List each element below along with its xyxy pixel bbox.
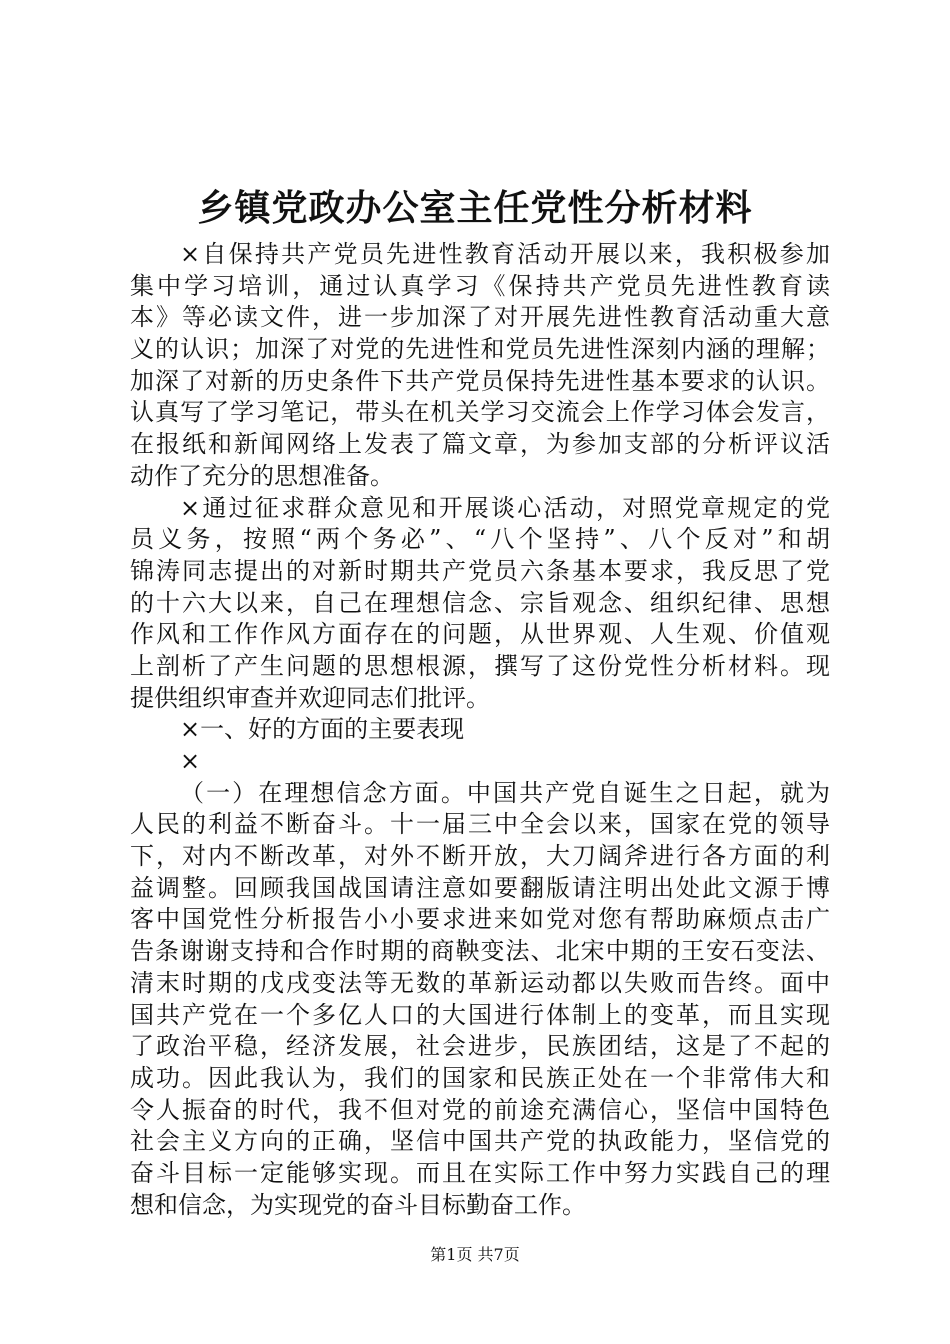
paragraph-line: × <box>180 747 201 775</box>
document-title: 乡镇党政办公室主任党性分析材料 <box>197 188 753 229</box>
section-heading-text: ×一、好的方面的主要表现 <box>180 715 465 744</box>
paragraph-line: 国共产党在一个多亿人口的大国进行体制上的变革，而且实现 <box>130 1000 830 1029</box>
paragraph-line: 提供组织审查并欢迎同志们批评。 <box>130 683 490 712</box>
document-body <box>130 239 830 1221</box>
paragraph-line: 社会主义方向的正确，坚信中国共产党的执政能力，坚信党的 <box>130 1127 830 1156</box>
paragraph <box>130 778 830 1222</box>
paragraph-line: 客中国党性分析报告小小要求进来如党对您有帮助麻烦点击广 <box>130 905 830 934</box>
paragraph-line: 想和信念，为实现党的奋斗目标勤奋工作。 <box>130 1190 586 1219</box>
paragraph <box>130 239 830 493</box>
paragraph-line: 清末时期的戊戌变法等无数的革新运动都以失败而告终。面中 <box>130 968 830 997</box>
paragraph-line: 认真写了学习笔记，带头在机关学习交流会上作学习体会发言， <box>130 398 830 427</box>
paragraph-line: ×通过征求群众意见和开展谈心活动，对照党章规定的党 <box>180 493 830 522</box>
paragraph-line: 人民的利益不断奋斗。十一届三中全会以来，国家在党的领导 <box>130 810 830 839</box>
paragraph-line: 的十六大以来，自己在理想信念、宗旨观念、组织纪律、思想 <box>130 588 830 617</box>
paragraph <box>130 493 830 715</box>
paragraph-line: 义的认识；加深了对党的先进性和党员先进性深刻内涵的理解； <box>130 335 830 364</box>
paragraph-line: 益调整。回顾我国战国请注意如要翻版请注明出处此文源于博 <box>130 873 830 902</box>
section-heading <box>130 714 830 746</box>
paragraph-line: 下，对内不断改革，对外不断开放，大刀阔斧进行各方面的利 <box>130 842 830 871</box>
paragraph-line: 锦涛同志提出的对新时期共产党员六条基本要求，我反思了党 <box>130 556 830 585</box>
paragraph-line: 动作了充分的思想准备。 <box>130 461 394 490</box>
paragraph-line: 员义务，按照“两个务必”、“八个坚持”、八个反对”和胡 <box>130 525 830 554</box>
paragraph-line: 作风和工作作风方面存在的问题，从世界观、人生观、价值观 <box>130 620 830 649</box>
paragraph-line: 本》等必读文件，进一步加深了对开展先进性教育活动重大意 <box>130 303 830 332</box>
paragraph-line: 奋斗目标一定能够实现。而且在实际工作中努力实践自己的理 <box>130 1158 830 1187</box>
paragraph-line: 集中学习培训，通过认真学习《保持共产党员先进性教育读 <box>130 271 830 300</box>
paragraph-line: （一）在理想信念方面。中国共产党自诞生之日起，就为 <box>180 778 830 807</box>
paragraph-line: 在报纸和新闻网络上发表了篇文章，为参加支部的分析评议活 <box>130 430 830 459</box>
page-number: 第1页 共7页 <box>430 1245 520 1264</box>
paragraph-line: 成功。因此我认为，我们的国家和民族正处在一个非常伟大和 <box>130 1063 830 1092</box>
paragraph <box>130 746 830 778</box>
paragraph-line: 上剖析了产生问题的思想根源，撰写了这份党性分析材料。现 <box>130 651 830 680</box>
paragraph-line: 了政治平稳，经济发展，社会进步，民族团结，这是了不起的 <box>130 1032 830 1061</box>
paragraph-line: 告条谢谢支持和合作时期的商鞅变法、北宋中期的王安石变法、 <box>130 937 830 966</box>
paragraph-line: 加深了对新的历史条件下共产党员保持先进性基本要求的认识。 <box>130 366 830 395</box>
paragraph-line: 令人振奋的时代，我不但对党的前途充满信心，坚信中国特色 <box>130 1095 830 1124</box>
paragraph-line: ×自保持共产党员先进性教育活动开展以来，我积极参加 <box>180 240 830 268</box>
